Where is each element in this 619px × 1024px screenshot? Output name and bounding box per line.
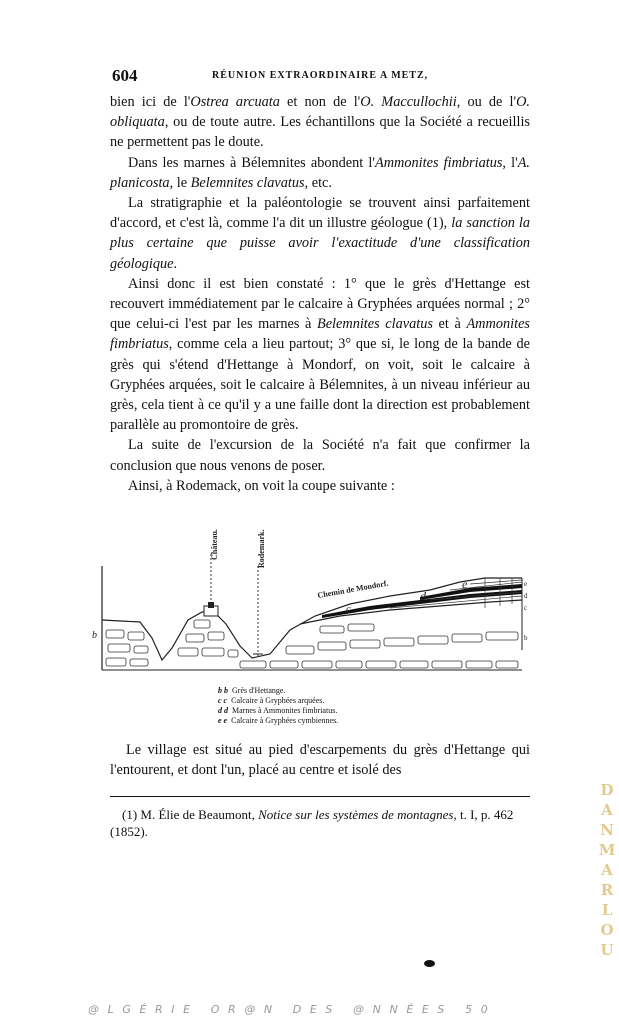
geological-section-diagram — [90, 520, 530, 692]
edge-letter-e: e — [524, 580, 528, 588]
paragraph-1: bien ici de l'Ostrea arcuata et non de l'O. Maccullochii, ou de l'O. obliquata, ou de toute autre. Les échantillons que la Société a recueillis ne permettent pas le doute. — [110, 94, 531, 151]
letter-b-left: b — [92, 630, 97, 641]
paragraph-4: Ainsi donc il est bien constaté : 1° que le grès d'Hettange est recouvert immédiatement par le calcaire à Gryphées arquées normal ; 2° que celui-ci l'est par les marnes à Belemnites clavatus et à Ammonites fimbriatus, comme cela a lieu partout; 3° que si, le long de la bande de grès qui s'étend d'Hettange à Mondorf, on voit, soit le calcaire à Gryphées arquées, soit le calcaire à Bélemnites, à un niveau inférieur au grès, cela tient à ce qu'il y a une faille dont la direction est probablement parallèle au promontoire de grès. — [110, 275, 530, 434]
paragraph-6: Ainsi, à Rodemack, on voit la coupe suivante : — [128, 477, 395, 494]
label-chateau: Château. — [210, 529, 219, 560]
legend-item: c c Calcaire à Gryphées arquées. — [218, 696, 325, 705]
footnote-rule — [110, 796, 530, 797]
paragraph-7: Le village est situé au pied d'escarpements du grès d'Hettange qui l'entourent, et dont l'un, placé au centre et isolé des — [110, 742, 530, 778]
footnote: (1) M. Élie de Beaumont, Notice sur les systèmes de montagnes, t. I, p. 462 (1852). — [110, 807, 514, 839]
ink-blot — [424, 960, 435, 967]
letter-e: e — [462, 577, 468, 591]
letter-d: d — [420, 589, 426, 603]
legend-item: d d Marnes à Ammonites fimbriatus. — [218, 706, 338, 715]
bottom-banner: @LGÉRIE OR@N DES @NNÉES 50 — [88, 1003, 497, 1016]
legend-item: b b Grès d'Hettange. — [218, 686, 286, 695]
running-title: RÉUNION EXTRAORDINAIRE A METZ, — [212, 70, 429, 81]
edge-letter-d: d — [524, 592, 528, 600]
edge-letter-b: b — [524, 634, 528, 642]
edge-letter-c: c — [524, 604, 528, 612]
paragraph-5: La suite de l'excursion de la Société n'a fait que confirmer la conclusion que nous venons de poser. — [110, 437, 530, 474]
page-header — [112, 66, 532, 88]
label-rodemark: Rodemark. — [257, 529, 266, 568]
diagram-legend — [218, 686, 518, 726]
page-number: 604 — [112, 66, 138, 85]
paragraph-3: La stratigraphie et la paléontologie se trouvent ainsi parfaitement d'accord, et c'est là, comme l'a dit un illustre géologue (1), la sanction la plus certaine que puisse avoir l'exactitude d'une classification géologique. — [110, 195, 530, 272]
legend-item: e e Calcaire à Gryphées cymbiennes. — [218, 716, 339, 725]
label-chemin-de-mondorf: Chemin de Mondorf. — [316, 578, 390, 600]
side-watermark: D A N M A R L O U — [598, 781, 616, 959]
paragraph-2: Dans les marnes à Bélemnites abondent l'Ammonites fimbriatus, l'A. planicosta, le Belemnites clavatus, etc. — [110, 154, 530, 191]
main-text — [110, 92, 530, 496]
letter-c: c — [346, 603, 351, 615]
closing-text — [110, 740, 530, 780]
